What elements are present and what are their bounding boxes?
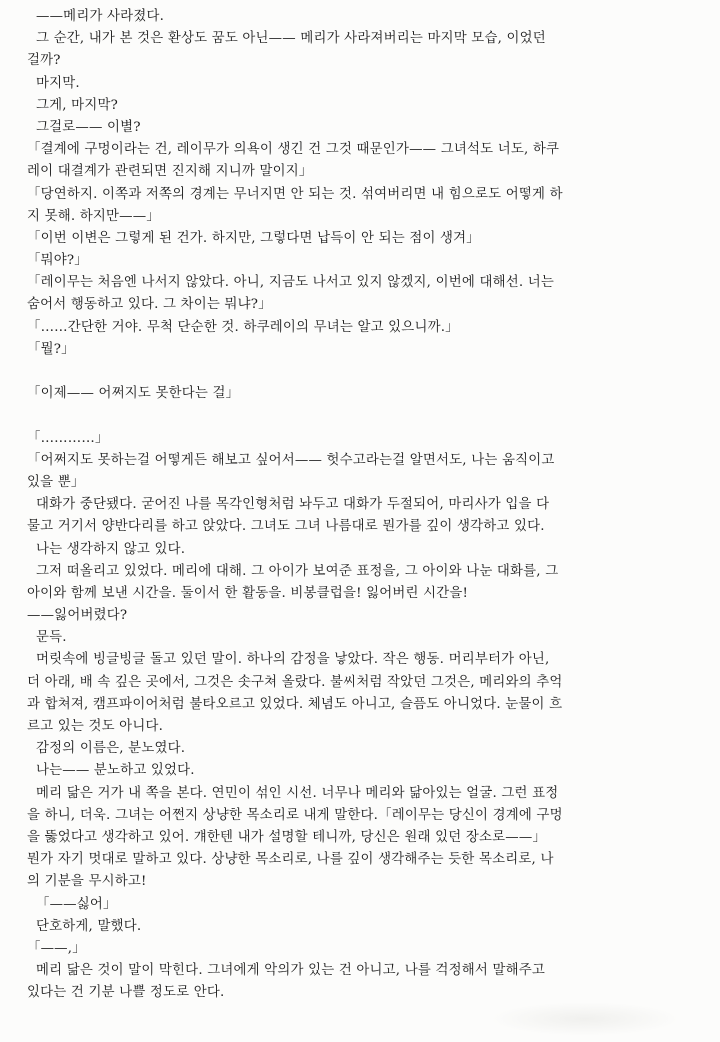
text-line: 나는 생각하지 않고 있다. xyxy=(36,541,186,557)
text-line: 르고 있는 것도 아니다. xyxy=(27,719,164,734)
text-line: 마지막. xyxy=(36,75,80,91)
text-line: 감정의 이름은, 분노였다. xyxy=(36,741,186,757)
scan-smudge xyxy=(490,1002,680,1036)
text-line: 의 기분을 무시하고! xyxy=(27,874,147,890)
text-line: 걸까? xyxy=(27,53,61,69)
text-line: 「결계에 구멍이라는 건, 레이무가 의욕이 생긴 건 그것 때문인가—— 그녀석도 너도, 하쿠 xyxy=(27,142,560,158)
text-line: 「당연하지. 이쪽과 저쪽의 경계는 무너지면 안 되는 것. 섞여버리면 내 힘으로도 어떻게 하 xyxy=(27,186,563,202)
text-line: 「…………」 xyxy=(27,430,109,446)
text-line: 「레이무는 처음엔 나서지 않았다. 아니, 지금도 나서고 있지 않겠지, 이번에 대해선. 너는 xyxy=(27,275,555,291)
text-line: ——잃어버렸다? xyxy=(27,608,128,624)
text-line: 그게, 마지막? xyxy=(36,97,118,113)
text-line: 더 아래, 배 속 깊은 곳에서, 그것은 솟구쳐 올랐다. 불씨처럼 작았던 그것은, 메리와의 추억 xyxy=(27,674,563,690)
blank-line xyxy=(27,361,707,383)
text-line: 단호하게, 말했다. xyxy=(36,918,142,934)
text-line: 과 합쳐져, 캠프파이어처럼 불타오르고 있었다. 체념도 아니고, 슬픔도 아니었다. 눈물이 흐 xyxy=(27,696,563,712)
text-line: 문득. xyxy=(36,630,67,646)
text-line: 지 못해. 하지만——」 xyxy=(27,208,160,224)
text-line: 그걸로—— 이별? xyxy=(36,119,141,135)
text-line: 「——,」 xyxy=(27,940,86,956)
blank-line xyxy=(27,405,707,427)
text-line: 메리 닮은 거가 내 쪽을 본다. 연민이 섞인 시선. 너무나 메리와 닮아있는 얼굴. 그런 표정 xyxy=(36,785,559,801)
text-line: 「……간단한 거야. 무척 단순한 것. 하쿠레이의 무녀는 알고 있으니까.」 xyxy=(27,319,459,335)
text-line: 「이번 이변은 그렇게 된 건가. 하지만, 그렇다면 납득이 안 되는 점이 생겨」 xyxy=(27,230,480,246)
text-line: 레이 대결계가 관련되면 진지해 지니까 말이지」 xyxy=(27,164,313,180)
text-line: 「이제—— 어쩌지도 못한다는 걸」 xyxy=(27,386,240,402)
text-line: 메리 닮은 것이 말이 막힌다. 그녀에게 악의가 있는 건 아니고, 나를 걱정해서 말해주고 xyxy=(36,963,545,979)
text-line: 아이와 함께 보낸 시간을. 둘이서 한 활동을. 비봉클럽을! 잃어버린 시간을! xyxy=(27,585,469,601)
text-line: 을 뚫었다고 생각하고 있어. 걔한텐 내가 설명할 테니까, 당신은 원래 있던 장소로——」 xyxy=(27,829,547,845)
page-body-text xyxy=(27,6,707,1004)
text-line: 뭔가 자기 멋대로 말하고 있다. 상냥한 목소리로, 나를 깊이 생각해주는 듯한 목소리로, 나 xyxy=(27,852,554,868)
text-line: 그 순간, 내가 본 것은 환상도 꿈도 아닌—— 메리가 사라져버리는 마지막 모습, 이었던 xyxy=(36,31,546,47)
text-line: 있다는 건 기분 나쁠 정도로 안다. xyxy=(27,985,225,1001)
text-line: 있을 뿐」 xyxy=(27,474,85,490)
text-line: 나는—— 분노하고 있었다. xyxy=(36,763,195,779)
text-line: 그저 떠올리고 있었다. 메리에 대해. 그 아이가 보여준 표정을, 그 아이와 나눈 대화를, 그 xyxy=(36,563,559,579)
text-line: 을 하니, 더욱. 그녀는 어쩐지 상냥한 목소리로 내게 말한다.「레이무는 당신이 경계에 구멍 xyxy=(27,807,563,823)
text-line: 머릿속에 빙글빙글 돌고 있던 말이. 하나의 감정을 낳았다. 작은 행동. 머리부터가 아닌, xyxy=(36,652,550,668)
text-line: 「——싫어」 xyxy=(36,896,117,912)
text-line: 「뭘?」 xyxy=(27,341,75,357)
text-line: 숨어서 행동하고 있다. 그 차이는 뭐냐?」 xyxy=(27,297,272,313)
text-line: 물고 거기서 양반다리를 하고 앉았다. 그녀도 그녀 나름대로 뭔가를 깊이 생각하고 있다. xyxy=(27,519,545,535)
text-line: 「뭐야?」 xyxy=(27,253,88,269)
text-line: 「어쩌지도 못하는걸 어떻게든 해보고 싶어서—— 헛수고라는걸 알면서도, 나는 움직이고 xyxy=(27,452,555,468)
text-line: ——메리가 사라졌다. xyxy=(36,9,165,24)
text-line: 대화가 중단됐다. 굳어진 나를 목각인형처럼 놔두고 대화가 두절되어, 마리사가 입을 다 xyxy=(36,497,550,513)
